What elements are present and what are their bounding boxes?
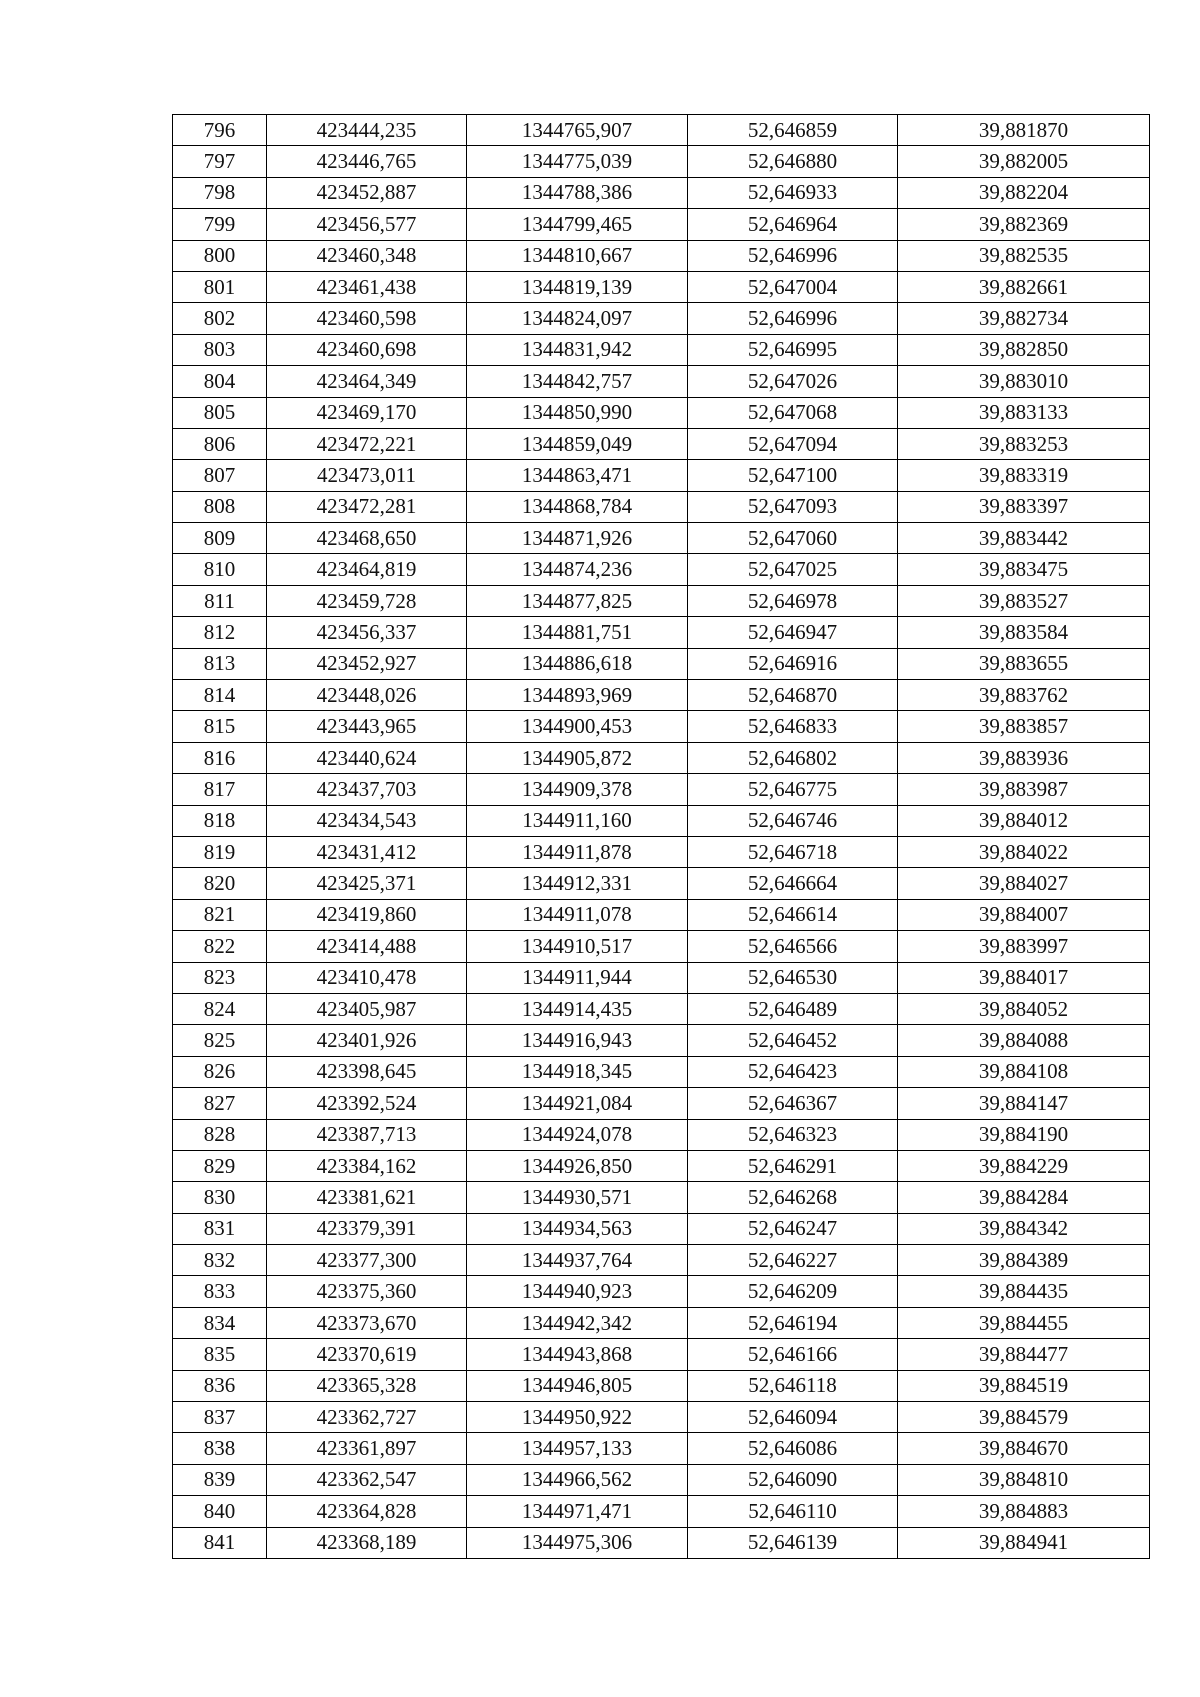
y-coordinate-cell: 1344918,345 — [467, 1056, 688, 1087]
point-number-cell: 823 — [173, 962, 267, 993]
table-row — [173, 931, 1150, 962]
latitude-cell: 52,646227 — [688, 1245, 898, 1276]
y-coordinate-cell: 1344912,331 — [467, 868, 688, 899]
x-coordinate-cell: 423472,281 — [267, 491, 467, 522]
table-row — [173, 1370, 1150, 1401]
longitude-cell: 39,884027 — [898, 868, 1150, 899]
table-row — [173, 836, 1150, 867]
x-coordinate-cell: 423365,328 — [267, 1370, 467, 1401]
table-row — [173, 523, 1150, 554]
latitude-cell: 52,646870 — [688, 680, 898, 711]
point-number-cell: 834 — [173, 1307, 267, 1338]
point-number-cell: 827 — [173, 1088, 267, 1119]
point-number-cell: 818 — [173, 805, 267, 836]
point-number-cell: 821 — [173, 899, 267, 930]
latitude-cell: 52,647026 — [688, 366, 898, 397]
y-coordinate-cell: 1344942,342 — [467, 1307, 688, 1338]
table-row — [173, 711, 1150, 742]
table-row — [173, 1025, 1150, 1056]
point-number-cell: 815 — [173, 711, 267, 742]
point-number-cell: 832 — [173, 1245, 267, 1276]
latitude-cell: 52,646566 — [688, 931, 898, 962]
latitude-cell: 52,646833 — [688, 711, 898, 742]
latitude-cell: 52,647060 — [688, 523, 898, 554]
y-coordinate-cell: 1344911,944 — [467, 962, 688, 993]
y-coordinate-cell: 1344799,465 — [467, 209, 688, 240]
latitude-cell: 52,646367 — [688, 1088, 898, 1119]
x-coordinate-cell: 423384,162 — [267, 1150, 467, 1181]
x-coordinate-cell: 423459,728 — [267, 585, 467, 616]
y-coordinate-cell: 1344810,667 — [467, 240, 688, 271]
y-coordinate-cell: 1344957,133 — [467, 1433, 688, 1464]
table-row — [173, 585, 1150, 616]
table-row — [173, 617, 1150, 648]
y-coordinate-cell: 1344859,049 — [467, 428, 688, 459]
point-number-cell: 810 — [173, 554, 267, 585]
latitude-cell: 52,646995 — [688, 334, 898, 365]
latitude-cell: 52,646268 — [688, 1182, 898, 1213]
latitude-cell: 52,646452 — [688, 1025, 898, 1056]
table-row — [173, 774, 1150, 805]
latitude-cell: 52,646090 — [688, 1464, 898, 1495]
table-row — [173, 1150, 1150, 1181]
point-number-cell: 803 — [173, 334, 267, 365]
y-coordinate-cell: 1344916,943 — [467, 1025, 688, 1056]
y-coordinate-cell: 1344921,084 — [467, 1088, 688, 1119]
latitude-cell: 52,646664 — [688, 868, 898, 899]
point-number-cell: 839 — [173, 1464, 267, 1495]
y-coordinate-cell: 1344765,907 — [467, 115, 688, 146]
longitude-cell: 39,884190 — [898, 1119, 1150, 1150]
longitude-cell: 39,884147 — [898, 1088, 1150, 1119]
longitude-cell: 39,882850 — [898, 334, 1150, 365]
y-coordinate-cell: 1344926,850 — [467, 1150, 688, 1181]
longitude-cell: 39,884810 — [898, 1464, 1150, 1495]
y-coordinate-cell: 1344909,378 — [467, 774, 688, 805]
table-row — [173, 1213, 1150, 1244]
y-coordinate-cell: 1344966,562 — [467, 1464, 688, 1495]
table-row — [173, 366, 1150, 397]
latitude-cell: 52,646614 — [688, 899, 898, 930]
latitude-cell: 52,646247 — [688, 1213, 898, 1244]
table-row — [173, 1307, 1150, 1338]
point-number-cell: 841 — [173, 1527, 267, 1558]
point-number-cell: 813 — [173, 648, 267, 679]
longitude-cell: 39,884229 — [898, 1150, 1150, 1181]
latitude-cell: 52,647094 — [688, 428, 898, 459]
y-coordinate-cell: 1344911,160 — [467, 805, 688, 836]
x-coordinate-cell: 423362,547 — [267, 1464, 467, 1495]
point-number-cell: 796 — [173, 115, 267, 146]
y-coordinate-cell: 1344924,078 — [467, 1119, 688, 1150]
table-row — [173, 1339, 1150, 1370]
latitude-cell: 52,646880 — [688, 146, 898, 177]
x-coordinate-cell: 423452,927 — [267, 648, 467, 679]
y-coordinate-cell: 1344788,386 — [467, 177, 688, 208]
longitude-cell: 39,884022 — [898, 836, 1150, 867]
point-number-cell: 814 — [173, 680, 267, 711]
x-coordinate-cell: 423381,621 — [267, 1182, 467, 1213]
point-number-cell: 800 — [173, 240, 267, 271]
longitude-cell: 39,883936 — [898, 742, 1150, 773]
latitude-cell: 52,646194 — [688, 1307, 898, 1338]
x-coordinate-cell: 423446,765 — [267, 146, 467, 177]
point-number-cell: 811 — [173, 585, 267, 616]
table-row — [173, 428, 1150, 459]
latitude-cell: 52,646323 — [688, 1119, 898, 1150]
point-number-cell: 805 — [173, 397, 267, 428]
point-number-cell: 819 — [173, 836, 267, 867]
table-row — [173, 742, 1150, 773]
longitude-cell: 39,884017 — [898, 962, 1150, 993]
x-coordinate-cell: 423362,727 — [267, 1402, 467, 1433]
table-row — [173, 1119, 1150, 1150]
table-row — [173, 209, 1150, 240]
longitude-cell: 39,884088 — [898, 1025, 1150, 1056]
latitude-cell: 52,646916 — [688, 648, 898, 679]
y-coordinate-cell: 1344877,825 — [467, 585, 688, 616]
table-row — [173, 554, 1150, 585]
latitude-cell: 52,646291 — [688, 1150, 898, 1181]
table-row — [173, 1433, 1150, 1464]
latitude-cell: 52,646996 — [688, 240, 898, 271]
y-coordinate-cell: 1344863,471 — [467, 460, 688, 491]
longitude-cell: 39,884012 — [898, 805, 1150, 836]
longitude-cell: 39,883527 — [898, 585, 1150, 616]
longitude-cell: 39,884389 — [898, 1245, 1150, 1276]
latitude-cell: 52,647093 — [688, 491, 898, 522]
y-coordinate-cell: 1344819,139 — [467, 271, 688, 302]
table-row — [173, 460, 1150, 491]
y-coordinate-cell: 1344868,784 — [467, 491, 688, 522]
longitude-cell: 39,882535 — [898, 240, 1150, 271]
latitude-cell: 52,646118 — [688, 1370, 898, 1401]
longitude-cell: 39,883655 — [898, 648, 1150, 679]
latitude-cell: 52,646996 — [688, 303, 898, 334]
y-coordinate-cell: 1344975,306 — [467, 1527, 688, 1558]
table-row — [173, 805, 1150, 836]
y-coordinate-cell: 1344886,618 — [467, 648, 688, 679]
x-coordinate-cell: 423443,965 — [267, 711, 467, 742]
table-row — [173, 1245, 1150, 1276]
point-number-cell: 831 — [173, 1213, 267, 1244]
point-number-cell: 833 — [173, 1276, 267, 1307]
x-coordinate-cell: 423368,189 — [267, 1527, 467, 1558]
y-coordinate-cell: 1344911,078 — [467, 899, 688, 930]
latitude-cell: 52,646094 — [688, 1402, 898, 1433]
longitude-cell: 39,883857 — [898, 711, 1150, 742]
longitude-cell: 39,883442 — [898, 523, 1150, 554]
table-row — [173, 1527, 1150, 1558]
longitude-cell: 39,884007 — [898, 899, 1150, 930]
longitude-cell: 39,883997 — [898, 931, 1150, 962]
latitude-cell: 52,646947 — [688, 617, 898, 648]
table-row — [173, 1496, 1150, 1527]
x-coordinate-cell: 423370,619 — [267, 1339, 467, 1370]
longitude-cell: 39,882734 — [898, 303, 1150, 334]
point-number-cell: 802 — [173, 303, 267, 334]
latitude-cell: 52,646746 — [688, 805, 898, 836]
table-row — [173, 334, 1150, 365]
table-row — [173, 303, 1150, 334]
x-coordinate-cell: 423401,926 — [267, 1025, 467, 1056]
y-coordinate-cell: 1344850,990 — [467, 397, 688, 428]
y-coordinate-cell: 1344893,969 — [467, 680, 688, 711]
longitude-cell: 39,884342 — [898, 1213, 1150, 1244]
table-row — [173, 397, 1150, 428]
longitude-cell: 39,883762 — [898, 680, 1150, 711]
longitude-cell: 39,884435 — [898, 1276, 1150, 1307]
longitude-cell: 39,883475 — [898, 554, 1150, 585]
y-coordinate-cell: 1344871,926 — [467, 523, 688, 554]
x-coordinate-cell: 423456,577 — [267, 209, 467, 240]
table-row — [173, 177, 1150, 208]
longitude-cell: 39,882204 — [898, 177, 1150, 208]
x-coordinate-cell: 423464,349 — [267, 366, 467, 397]
point-number-cell: 824 — [173, 993, 267, 1024]
y-coordinate-cell: 1344775,039 — [467, 146, 688, 177]
y-coordinate-cell: 1344910,517 — [467, 931, 688, 962]
table-row — [173, 868, 1150, 899]
longitude-cell: 39,883010 — [898, 366, 1150, 397]
y-coordinate-cell: 1344971,471 — [467, 1496, 688, 1527]
latitude-cell: 52,646489 — [688, 993, 898, 1024]
table-row — [173, 115, 1150, 146]
x-coordinate-cell: 423375,360 — [267, 1276, 467, 1307]
point-number-cell: 822 — [173, 931, 267, 962]
longitude-cell: 39,884455 — [898, 1307, 1150, 1338]
longitude-cell: 39,883397 — [898, 491, 1150, 522]
x-coordinate-cell: 423373,670 — [267, 1307, 467, 1338]
point-number-cell: 826 — [173, 1056, 267, 1087]
x-coordinate-cell: 423460,698 — [267, 334, 467, 365]
latitude-cell: 52,646423 — [688, 1056, 898, 1087]
table-row — [173, 1088, 1150, 1119]
point-number-cell: 830 — [173, 1182, 267, 1213]
latitude-cell: 52,646530 — [688, 962, 898, 993]
latitude-cell: 52,647025 — [688, 554, 898, 585]
y-coordinate-cell: 1344824,097 — [467, 303, 688, 334]
y-coordinate-cell: 1344937,764 — [467, 1245, 688, 1276]
longitude-cell: 39,884941 — [898, 1527, 1150, 1558]
latitude-cell: 52,647100 — [688, 460, 898, 491]
x-coordinate-cell: 423440,624 — [267, 742, 467, 773]
longitude-cell: 39,883319 — [898, 460, 1150, 491]
x-coordinate-cell: 423398,645 — [267, 1056, 467, 1087]
point-number-cell: 820 — [173, 868, 267, 899]
latitude-cell: 52,646964 — [688, 209, 898, 240]
table-row — [173, 993, 1150, 1024]
y-coordinate-cell: 1344940,923 — [467, 1276, 688, 1307]
table-row — [173, 1182, 1150, 1213]
y-coordinate-cell: 1344831,942 — [467, 334, 688, 365]
latitude-cell: 52,646933 — [688, 177, 898, 208]
y-coordinate-cell: 1344950,922 — [467, 1402, 688, 1433]
x-coordinate-cell: 423473,011 — [267, 460, 467, 491]
longitude-cell: 39,883133 — [898, 397, 1150, 428]
point-number-cell: 809 — [173, 523, 267, 554]
longitude-cell: 39,884052 — [898, 993, 1150, 1024]
table-row — [173, 271, 1150, 302]
latitude-cell: 52,647004 — [688, 271, 898, 302]
y-coordinate-cell: 1344946,805 — [467, 1370, 688, 1401]
longitude-cell: 39,884883 — [898, 1496, 1150, 1527]
point-number-cell: 804 — [173, 366, 267, 397]
y-coordinate-cell: 1344914,435 — [467, 993, 688, 1024]
y-coordinate-cell: 1344930,571 — [467, 1182, 688, 1213]
coordinates-table-body — [173, 115, 1150, 1559]
x-coordinate-cell: 423460,348 — [267, 240, 467, 271]
point-number-cell: 837 — [173, 1402, 267, 1433]
point-number-cell: 825 — [173, 1025, 267, 1056]
x-coordinate-cell: 423456,337 — [267, 617, 467, 648]
longitude-cell: 39,882369 — [898, 209, 1150, 240]
table-row — [173, 491, 1150, 522]
x-coordinate-cell: 423414,488 — [267, 931, 467, 962]
x-coordinate-cell: 423468,650 — [267, 523, 467, 554]
latitude-cell: 52,646775 — [688, 774, 898, 805]
x-coordinate-cell: 423387,713 — [267, 1119, 467, 1150]
point-number-cell: 812 — [173, 617, 267, 648]
latitude-cell: 52,646802 — [688, 742, 898, 773]
x-coordinate-cell: 423434,543 — [267, 805, 467, 836]
y-coordinate-cell: 1344881,751 — [467, 617, 688, 648]
table-row — [173, 899, 1150, 930]
coordinates-table — [172, 114, 1150, 1559]
longitude-cell: 39,884579 — [898, 1402, 1150, 1433]
point-number-cell: 808 — [173, 491, 267, 522]
longitude-cell: 39,884477 — [898, 1339, 1150, 1370]
longitude-cell: 39,882005 — [898, 146, 1150, 177]
point-number-cell: 835 — [173, 1339, 267, 1370]
table-row — [173, 146, 1150, 177]
x-coordinate-cell: 423460,598 — [267, 303, 467, 334]
x-coordinate-cell: 423461,438 — [267, 271, 467, 302]
longitude-cell: 39,883253 — [898, 428, 1150, 459]
longitude-cell: 39,884108 — [898, 1056, 1150, 1087]
x-coordinate-cell: 423392,524 — [267, 1088, 467, 1119]
x-coordinate-cell: 423364,828 — [267, 1496, 467, 1527]
x-coordinate-cell: 423472,221 — [267, 428, 467, 459]
table-row — [173, 1402, 1150, 1433]
point-number-cell: 807 — [173, 460, 267, 491]
x-coordinate-cell: 423377,300 — [267, 1245, 467, 1276]
point-number-cell: 829 — [173, 1150, 267, 1181]
table-row — [173, 962, 1150, 993]
table-row — [173, 240, 1150, 271]
point-number-cell: 798 — [173, 177, 267, 208]
x-coordinate-cell: 423448,026 — [267, 680, 467, 711]
table-row — [173, 648, 1150, 679]
x-coordinate-cell: 423437,703 — [267, 774, 467, 805]
point-number-cell: 799 — [173, 209, 267, 240]
y-coordinate-cell: 1344905,872 — [467, 742, 688, 773]
latitude-cell: 52,646718 — [688, 836, 898, 867]
x-coordinate-cell: 423361,897 — [267, 1433, 467, 1464]
point-number-cell: 806 — [173, 428, 267, 459]
longitude-cell: 39,883584 — [898, 617, 1150, 648]
longitude-cell: 39,884519 — [898, 1370, 1150, 1401]
x-coordinate-cell: 423444,235 — [267, 115, 467, 146]
y-coordinate-cell: 1344900,453 — [467, 711, 688, 742]
x-coordinate-cell: 423410,478 — [267, 962, 467, 993]
longitude-cell: 39,884284 — [898, 1182, 1150, 1213]
x-coordinate-cell: 423469,170 — [267, 397, 467, 428]
latitude-cell: 52,646978 — [688, 585, 898, 616]
longitude-cell: 39,881870 — [898, 115, 1150, 146]
table-row — [173, 1464, 1150, 1495]
x-coordinate-cell: 423464,819 — [267, 554, 467, 585]
latitude-cell: 52,646859 — [688, 115, 898, 146]
latitude-cell: 52,647068 — [688, 397, 898, 428]
y-coordinate-cell: 1344874,236 — [467, 554, 688, 585]
y-coordinate-cell: 1344934,563 — [467, 1213, 688, 1244]
longitude-cell: 39,882661 — [898, 271, 1150, 302]
point-number-cell: 836 — [173, 1370, 267, 1401]
point-number-cell: 797 — [173, 146, 267, 177]
x-coordinate-cell: 423431,412 — [267, 836, 467, 867]
point-number-cell: 817 — [173, 774, 267, 805]
x-coordinate-cell: 423425,371 — [267, 868, 467, 899]
latitude-cell: 52,646139 — [688, 1527, 898, 1558]
latitude-cell: 52,646166 — [688, 1339, 898, 1370]
x-coordinate-cell: 423379,391 — [267, 1213, 467, 1244]
y-coordinate-cell: 1344943,868 — [467, 1339, 688, 1370]
latitude-cell: 52,646086 — [688, 1433, 898, 1464]
table-row — [173, 1056, 1150, 1087]
y-coordinate-cell: 1344911,878 — [467, 836, 688, 867]
latitude-cell: 52,646209 — [688, 1276, 898, 1307]
x-coordinate-cell: 423405,987 — [267, 993, 467, 1024]
latitude-cell: 52,646110 — [688, 1496, 898, 1527]
point-number-cell: 801 — [173, 271, 267, 302]
table-row — [173, 1276, 1150, 1307]
point-number-cell: 840 — [173, 1496, 267, 1527]
x-coordinate-cell: 423419,860 — [267, 899, 467, 930]
point-number-cell: 828 — [173, 1119, 267, 1150]
x-coordinate-cell: 423452,887 — [267, 177, 467, 208]
longitude-cell: 39,884670 — [898, 1433, 1150, 1464]
y-coordinate-cell: 1344842,757 — [467, 366, 688, 397]
longitude-cell: 39,883987 — [898, 774, 1150, 805]
table-row — [173, 680, 1150, 711]
point-number-cell: 816 — [173, 742, 267, 773]
point-number-cell: 838 — [173, 1433, 267, 1464]
